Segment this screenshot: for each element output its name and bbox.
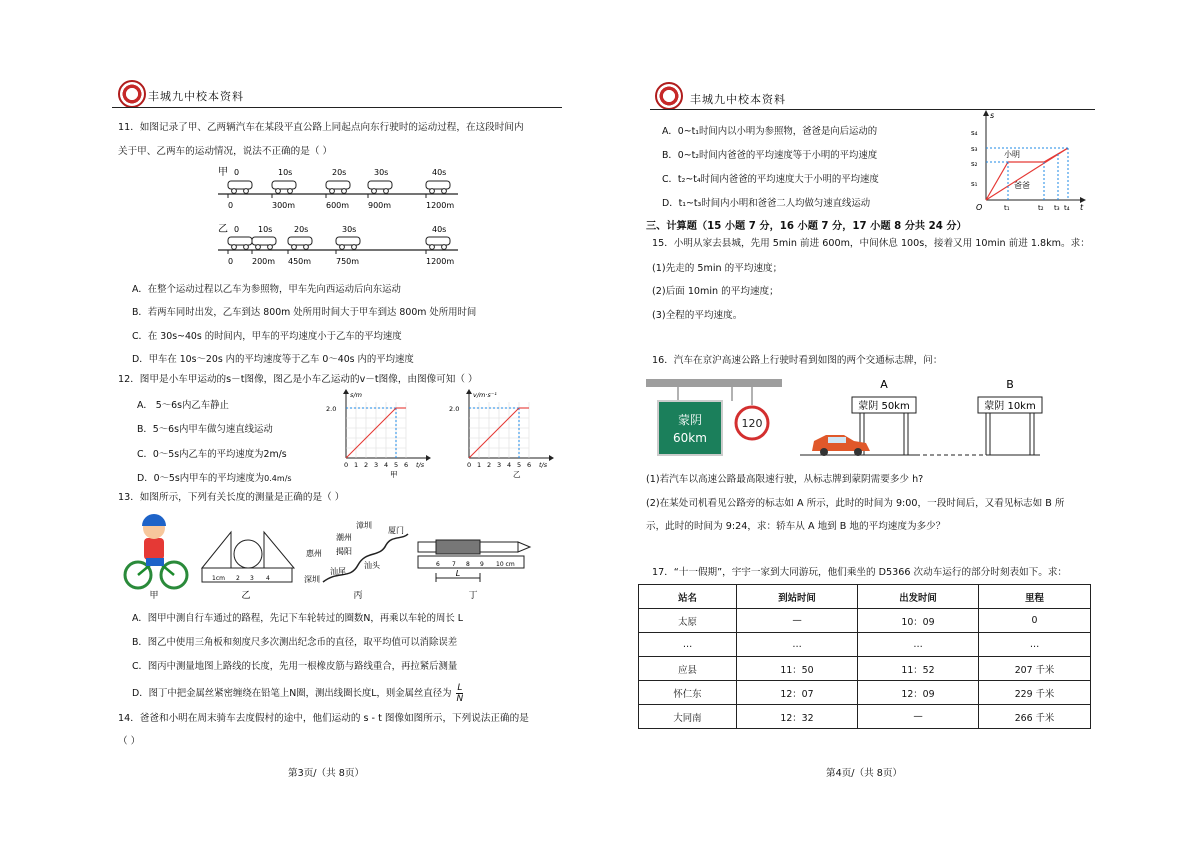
cell: 应县	[639, 657, 737, 681]
x-tick: 5	[517, 461, 522, 469]
q14-stem: 14．爸爸和小明在周末骑车去度假村的途中，他们运动的 s - t 图像如图所示，下列说法正确的是	[118, 713, 529, 724]
map-label-huizhou: 惠州	[306, 549, 322, 558]
line-baba	[986, 148, 1068, 200]
cell: …	[858, 633, 979, 657]
q11-option-b[interactable]: B．若两车同时出发，乙车到达 800m 处所用时间大于甲车到达 800m 处所用时间	[132, 307, 477, 318]
footer-left: 第3页/（共 8页）	[288, 768, 365, 779]
fraction	[456, 683, 463, 704]
time-a-label: 10s	[278, 168, 293, 177]
label-xiaoming: 小明	[1004, 150, 1020, 159]
car-b	[252, 237, 276, 249]
q15-part2: (2)后面 10min 的平均速度；	[652, 286, 779, 297]
ramp-line	[346, 408, 396, 458]
cell: 12：32	[737, 705, 858, 729]
x-tick: 3	[374, 461, 379, 469]
time-a-label: 0	[234, 168, 240, 177]
cell: 10：09	[858, 609, 979, 633]
q14-option-c[interactable]: C．t₂~t₄时间内爸爸的平均速度大于小明的平均速度	[662, 174, 879, 185]
car-a-label: 甲	[218, 167, 228, 178]
x-tick: 4	[384, 461, 389, 469]
cell: 11：52	[858, 657, 979, 681]
timetable	[638, 584, 1091, 729]
label-baba: 爸爸	[1014, 181, 1030, 190]
car-b	[426, 237, 450, 249]
q15-part1: (1)先走的 5min 的平均速度；	[652, 263, 783, 274]
x-tick: 6	[404, 461, 409, 469]
cell: —	[858, 705, 979, 729]
sign-a-letter: A	[880, 378, 888, 391]
time-b-label: 40s	[432, 225, 447, 234]
q14-option-b[interactable]: B．0~t₂时间内爸爸的平均速度等于小明的平均速度	[662, 150, 878, 161]
cell: …	[639, 633, 737, 657]
q12-option-a[interactable]: A． 5～6s内乙车静止	[137, 400, 229, 411]
time-b-label: 0	[234, 225, 240, 234]
school-logo-right	[655, 82, 683, 110]
map-label-shantou: 汕头	[364, 561, 380, 570]
q14-st-graph	[968, 110, 1090, 214]
q16-part2: (2)在某处司机看见公路旁的标志如 A 所示，此时的时间为 9:00，一段时间后，又看见标志如 B 所	[646, 498, 1065, 509]
th-distance: 里程	[979, 585, 1091, 609]
car-b	[336, 237, 360, 249]
car-b	[288, 237, 312, 249]
section3-title: 三、计算题（15 小题 7 分，16 小题 7 分，17 小题 8 分共 24 分）	[646, 221, 967, 232]
dist-b-label: 1200m	[426, 257, 455, 266]
table-row	[639, 657, 1091, 681]
x-tick: 0	[467, 461, 472, 469]
cell: …	[737, 633, 858, 657]
car-b-label: 乙	[218, 224, 228, 235]
sign-a-text: 蒙阴 50km	[858, 401, 910, 412]
x-tick-t2: t₂	[1038, 204, 1044, 212]
car-a	[368, 181, 392, 193]
q11-motion-diagram	[200, 162, 470, 272]
q12-option-d-unit: 0.4m/s	[264, 474, 292, 483]
x-tick: 6	[527, 461, 532, 469]
sign-b-text: 蒙阴 10km	[984, 401, 1036, 412]
x-label: t/s	[416, 461, 425, 469]
q13-option-b[interactable]: B．图乙中使用三角板和刻度尺多次测出纪念币的直径，取平均值可以消除误差	[132, 637, 458, 648]
caption-d: 丁	[468, 591, 478, 601]
green-sign-line2: 60km	[673, 431, 707, 445]
cell: …	[979, 633, 1091, 657]
cell: 大同南	[639, 705, 737, 729]
length-l-label: L	[455, 569, 461, 578]
q11-option-d[interactable]: D．甲车在 10s～20s 内的平均速度等于乙车 0～40s 内的平均速度	[132, 354, 414, 365]
table-row	[639, 633, 1091, 657]
header-title-left: 丰城九中校本资料	[148, 90, 244, 103]
y-tick-s4: s₄	[971, 129, 978, 137]
dist-b-label: 200m	[252, 257, 276, 266]
cell: 12：07	[737, 681, 858, 705]
q14-option-d[interactable]: D．t₁~t₃时间内小明和爸爸二人均做匀速直线运动	[662, 198, 871, 209]
x-tick: 5	[394, 461, 399, 469]
q12-stem: 12．图甲是小车甲运动的s－t图像，图乙是小车乙运动的v－t图像，由图像可知（ ）	[118, 374, 478, 385]
th-station: 站名	[639, 585, 737, 609]
fraction-num: L	[457, 683, 463, 693]
y-label: v/m·s⁻¹	[473, 391, 497, 399]
y-tick-s2: s₂	[971, 160, 978, 168]
ruler-d-tick-0: 6	[436, 561, 440, 568]
cell: 11：50	[737, 657, 858, 681]
time-a-label: 40s	[432, 168, 447, 177]
origin-label: O	[976, 203, 983, 212]
q13-option-d[interactable]	[132, 683, 463, 704]
x-tick: 1	[477, 461, 482, 469]
q13-stem: 13．如图所示，下列有关长度的测量是正确的是（ ）	[118, 492, 345, 503]
q13-option-c[interactable]: C．图丙中测量地图上路线的长度，先用一根橡皮筋与路线重合，再拉紧后测量	[132, 661, 458, 672]
q13-option-a[interactable]: A．图甲中测自行车通过的路程，先记下车轮转过的圈数N，再乘以车轮的周长 L	[132, 613, 464, 624]
dist-b-label: 450m	[288, 257, 312, 266]
q12-chart-a	[322, 388, 432, 480]
q15-stem: 15．小明从家去县城，先用 5min 前进 600m，中间休息 100s，接着又用 10min 前进 1.8km。求：	[652, 238, 1090, 249]
time-b-label: 30s	[342, 225, 357, 234]
table-row	[639, 681, 1091, 705]
car-a	[272, 181, 296, 193]
green-sign-line1: 蒙阴	[677, 413, 703, 427]
ruler-b-tick-0: 1cm	[212, 575, 225, 582]
school-logo	[118, 80, 146, 108]
time-a-label: 30s	[374, 168, 389, 177]
cell: 12：09	[858, 681, 979, 705]
q12-chart-b	[445, 388, 560, 480]
ruler-d-tick-1: 7	[452, 561, 456, 568]
pencil-coil-figure	[418, 540, 530, 582]
y-label: s/m	[350, 391, 362, 399]
x-tick: 2	[487, 461, 492, 469]
fraction-den: N	[456, 694, 464, 704]
q11-option-c[interactable]: C．在 30s~40s 的时间内，甲车的平均速度小于乙车的平均速度	[132, 331, 402, 342]
time-b-label: 10s	[258, 225, 273, 234]
q13-option-d-text: D．图丁中把金属丝紧密缠绕在铅笔上N圈，测出线圈长度L，则金属丝直径为	[132, 688, 452, 699]
ruler-triangles-figure	[202, 532, 294, 582]
q15-part3: (3)全程的平均速度。	[652, 310, 743, 321]
y-tick-s1: s₁	[971, 180, 978, 188]
car-a	[426, 181, 450, 193]
s-axis-label: s	[990, 111, 995, 120]
map-label-jieyang: 揭阳	[336, 547, 352, 556]
ramp-line	[469, 408, 519, 458]
cell: 266 千米	[979, 705, 1091, 729]
cell: 怀仁东	[639, 681, 737, 705]
dist-b-label: 0	[228, 257, 234, 266]
t-axis-label: t	[1080, 203, 1084, 212]
table-row	[639, 609, 1091, 633]
x-tick: 2	[364, 461, 369, 469]
map-label-xiamen: 厦门	[388, 526, 404, 535]
q12-option-c[interactable]: C．0～5s内乙车的平均速度为2m/s	[137, 449, 287, 460]
q12-option-d-text: D．0～5s内甲车的平均速度为	[137, 473, 265, 484]
map-figure	[304, 520, 408, 584]
q16-part2b: 示，此时的时间为 9:24，求：轿车从 A 地到 B 地的平均速度为多少？	[646, 521, 946, 532]
x-tick: 0	[344, 461, 349, 469]
map-label-shenzhen: 深圳	[304, 575, 320, 584]
table-row	[639, 705, 1091, 729]
time-b-label: 20s	[294, 225, 309, 234]
y-tick-s3: s₃	[971, 145, 978, 153]
sign-pole-bar	[646, 379, 782, 387]
chart-caption: 甲	[390, 470, 398, 479]
cell: —	[737, 609, 858, 633]
x-label: t/s	[539, 461, 548, 469]
green-sign	[658, 401, 722, 455]
footer-right: 第4页/（共 8页）	[826, 768, 903, 779]
header-rule-left	[112, 107, 562, 108]
cell: 太原	[639, 609, 737, 633]
x-tick-t3: t₃	[1054, 204, 1060, 212]
cyclist-figure	[125, 514, 187, 588]
y-tick: 2.0	[326, 405, 337, 413]
car-a	[326, 181, 350, 193]
ruler-b-tick-1: 2	[236, 575, 240, 582]
dist-b-label: 750m	[336, 257, 360, 266]
q14-option-a[interactable]: A．0~t₁时间内以小明为参照物，爸爸是向后运动的	[662, 126, 878, 137]
car-a	[228, 181, 252, 193]
dist-a-label: 300m	[272, 201, 296, 210]
q16-stem: 16．汽车在京沪高速公路上行驶时看到如图的两个交通标志牌，问：	[652, 355, 943, 366]
cell: 0	[979, 609, 1091, 633]
x-tick: 3	[497, 461, 502, 469]
car-b	[228, 237, 252, 249]
map-label-zhangzhou: 漳圳	[356, 521, 372, 530]
y-tick: 2.0	[449, 405, 460, 413]
ruler-d-tick-4: 10 cm	[496, 561, 515, 568]
q11-stem-1: 11．如图记录了甲、乙两辆汽车在某段平直公路上同起点向东行驶时的运动过程，在这段时间内	[118, 122, 524, 133]
map-label-shanwei: 汕尾	[330, 567, 346, 576]
q11-stem-2: 关于甲、乙两车的运动情况，说法不正确的是（ ）	[118, 146, 333, 157]
x-tick: 4	[507, 461, 512, 469]
q16-traffic-signs	[640, 375, 1080, 465]
time-a-label: 20s	[332, 168, 347, 177]
cell: 207 千米	[979, 657, 1091, 681]
car-icon	[812, 435, 870, 456]
speed-limit-value: 120	[741, 417, 763, 430]
caption-c: 丙	[353, 591, 363, 601]
ruler-d-tick-2: 8	[466, 561, 470, 568]
dist-a-label: 1200m	[426, 201, 455, 210]
ruler-b-tick-2: 3	[250, 575, 254, 582]
q14-stem-2: （ ）	[118, 736, 141, 747]
x-tick-t1: t₁	[1004, 204, 1010, 212]
dist-a-label: 600m	[326, 201, 350, 210]
caption-a: 甲	[149, 591, 159, 601]
th-depart: 出发时间	[858, 585, 979, 609]
q12-option-b[interactable]: B．5～6s内甲车做匀速直线运动	[137, 424, 273, 435]
q11-option-a[interactable]: A．在整个运动过程以乙车为参照物，甲车先向西运动后向东运动	[132, 284, 401, 295]
dist-a-label: 0	[228, 201, 234, 210]
dist-a-label: 900m	[368, 201, 392, 210]
q16-part1: (1)若汽车以高速公路最高限速行驶，从标志牌到蒙阴需要多少 h?	[646, 474, 924, 485]
header-title-right: 丰城九中校本资料	[690, 93, 786, 106]
cell: 229 千米	[979, 681, 1091, 705]
th-arrive: 到站时间	[737, 585, 858, 609]
map-label-chaozhou: 潮州	[336, 533, 352, 542]
x-tick-t4: t₄	[1064, 204, 1070, 212]
x-tick: 1	[354, 461, 359, 469]
sign-b-letter: B	[1006, 378, 1014, 391]
q17-stem: 17．“十一假期”，宇宇一家到大同游玩，他们乘坐的 D5366 次动车运行的部分时刻表如下。求：	[652, 567, 1068, 578]
caption-b: 乙	[241, 591, 251, 601]
ruler-d-tick-3: 9	[480, 561, 484, 568]
chart-caption: 乙	[513, 470, 521, 479]
ruler-b-tick-3: 4	[266, 575, 270, 582]
q12-option-d[interactable]	[137, 470, 292, 484]
timetable-header-row	[639, 585, 1091, 609]
q13-figures	[118, 510, 538, 602]
